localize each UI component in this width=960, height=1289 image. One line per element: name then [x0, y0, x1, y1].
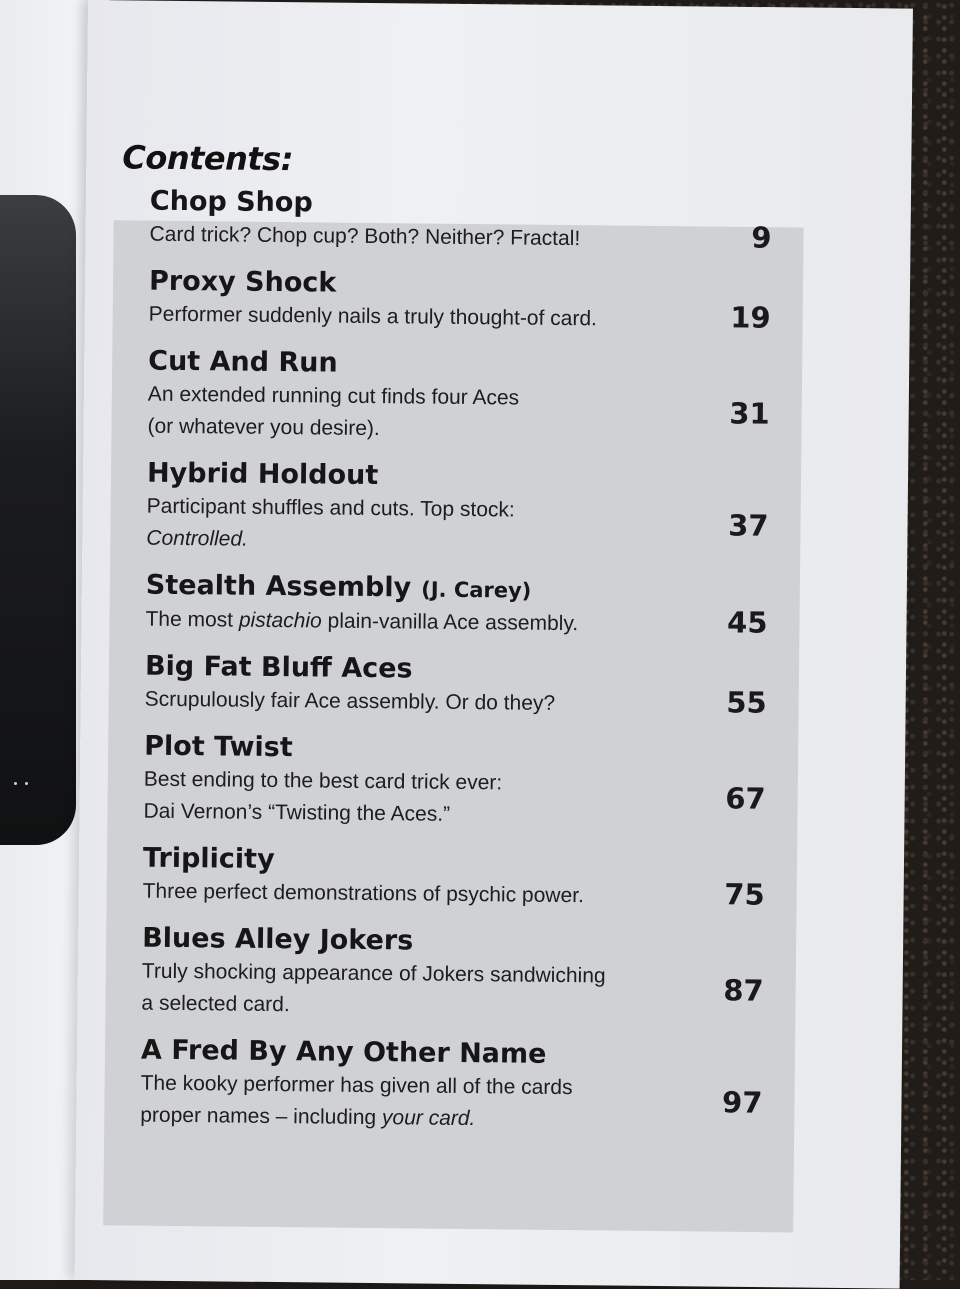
entry-page-number: 37	[727, 508, 769, 543]
entry-title: Proxy Shock	[148, 265, 337, 299]
entry-page-number: 45	[726, 604, 768, 640]
entry-description: Performer suddenly nails a truly thought-of card.	[148, 302, 598, 331]
entry-description-line-1: The kooky performer has given all of the cards	[140, 1071, 573, 1100]
left-page-dots	[14, 770, 44, 780]
entry-page-number: 9	[751, 220, 772, 255]
entry-author: (J. Carey)	[421, 577, 532, 603]
entry-description-line-2: (or whatever you desire).	[147, 414, 380, 441]
entry-description: Scrupulously fair Ace assembly. Or do they?	[144, 687, 556, 715]
entry-description-emphasis: pistachio	[238, 608, 322, 633]
entry-description-line-2	[140, 1100, 680, 1138]
toc-entry	[115, 841, 806, 914]
toc-entry	[117, 649, 808, 722]
entry-title: Triplicity	[142, 842, 275, 876]
entry-title: A Fred By Any Other Name	[140, 1034, 547, 1070]
entry-description-line-1: Best ending to the best card trick ever:	[143, 767, 503, 795]
entry-page-number: 19	[730, 300, 771, 335]
entry-page-number: 97	[721, 1085, 763, 1120]
entry-page-number: 67	[725, 781, 766, 816]
entry-description-emphasis: your card.	[381, 1106, 476, 1131]
entry-description-part: proper names – including	[140, 1103, 383, 1130]
toc-entry	[121, 264, 812, 337]
toc-entry	[121, 184, 812, 257]
entry-page-number: 55	[726, 685, 767, 720]
entry-description-line-2: a selected card.	[141, 991, 290, 1017]
entry-title: Big Fat Bluff Aces	[144, 650, 413, 685]
entry-description: Card trick? Chop cup? Both? Neither? Fractal!	[149, 222, 581, 251]
entry-description-line-2: Dai Vernon’s “Twisting the Aces.”	[143, 799, 451, 826]
entry-description-part: plain-vanilla Ace assembly.	[321, 609, 579, 636]
entry-title: Hybrid Holdout	[146, 457, 379, 492]
entry-description-line-2: Controlled.	[146, 526, 249, 551]
contents-page	[75, 0, 913, 1289]
entry-title: Plot Twist	[144, 730, 293, 764]
entry-title: Stealth Assembly	[145, 569, 412, 604]
entry-description-line-1: An extended running cut finds four Aces	[147, 382, 520, 410]
toc-entry	[117, 568, 808, 642]
toc-entry	[113, 921, 804, 1026]
entry-title: Chop Shop	[149, 185, 313, 219]
entry-page-number: 87	[723, 973, 764, 1008]
entry-title: Cut And Run	[148, 345, 338, 379]
entry-description	[145, 604, 685, 642]
entry-page-number: 31	[729, 396, 770, 431]
entry-description-line-1: Truly shocking appearance of Jokers sandwiching	[141, 959, 606, 988]
toc-entry	[115, 729, 806, 834]
entry-description: Three perfect demonstrations of psychic power.	[142, 879, 584, 908]
left-page-photo	[0, 195, 76, 845]
entry-title: Blues Alley Jokers	[142, 922, 414, 957]
contents-heading: Contents:	[122, 138, 294, 179]
entry-description-part: The most	[145, 607, 240, 632]
table-of-contents	[112, 138, 813, 1152]
toc-entry	[112, 1033, 803, 1138]
toc-entry	[119, 344, 810, 449]
entry-page-number: 75	[724, 877, 765, 912]
entry-description-line-1: Participant shuffles and cuts. Top stock:	[146, 494, 515, 522]
toc-entry	[118, 456, 809, 561]
